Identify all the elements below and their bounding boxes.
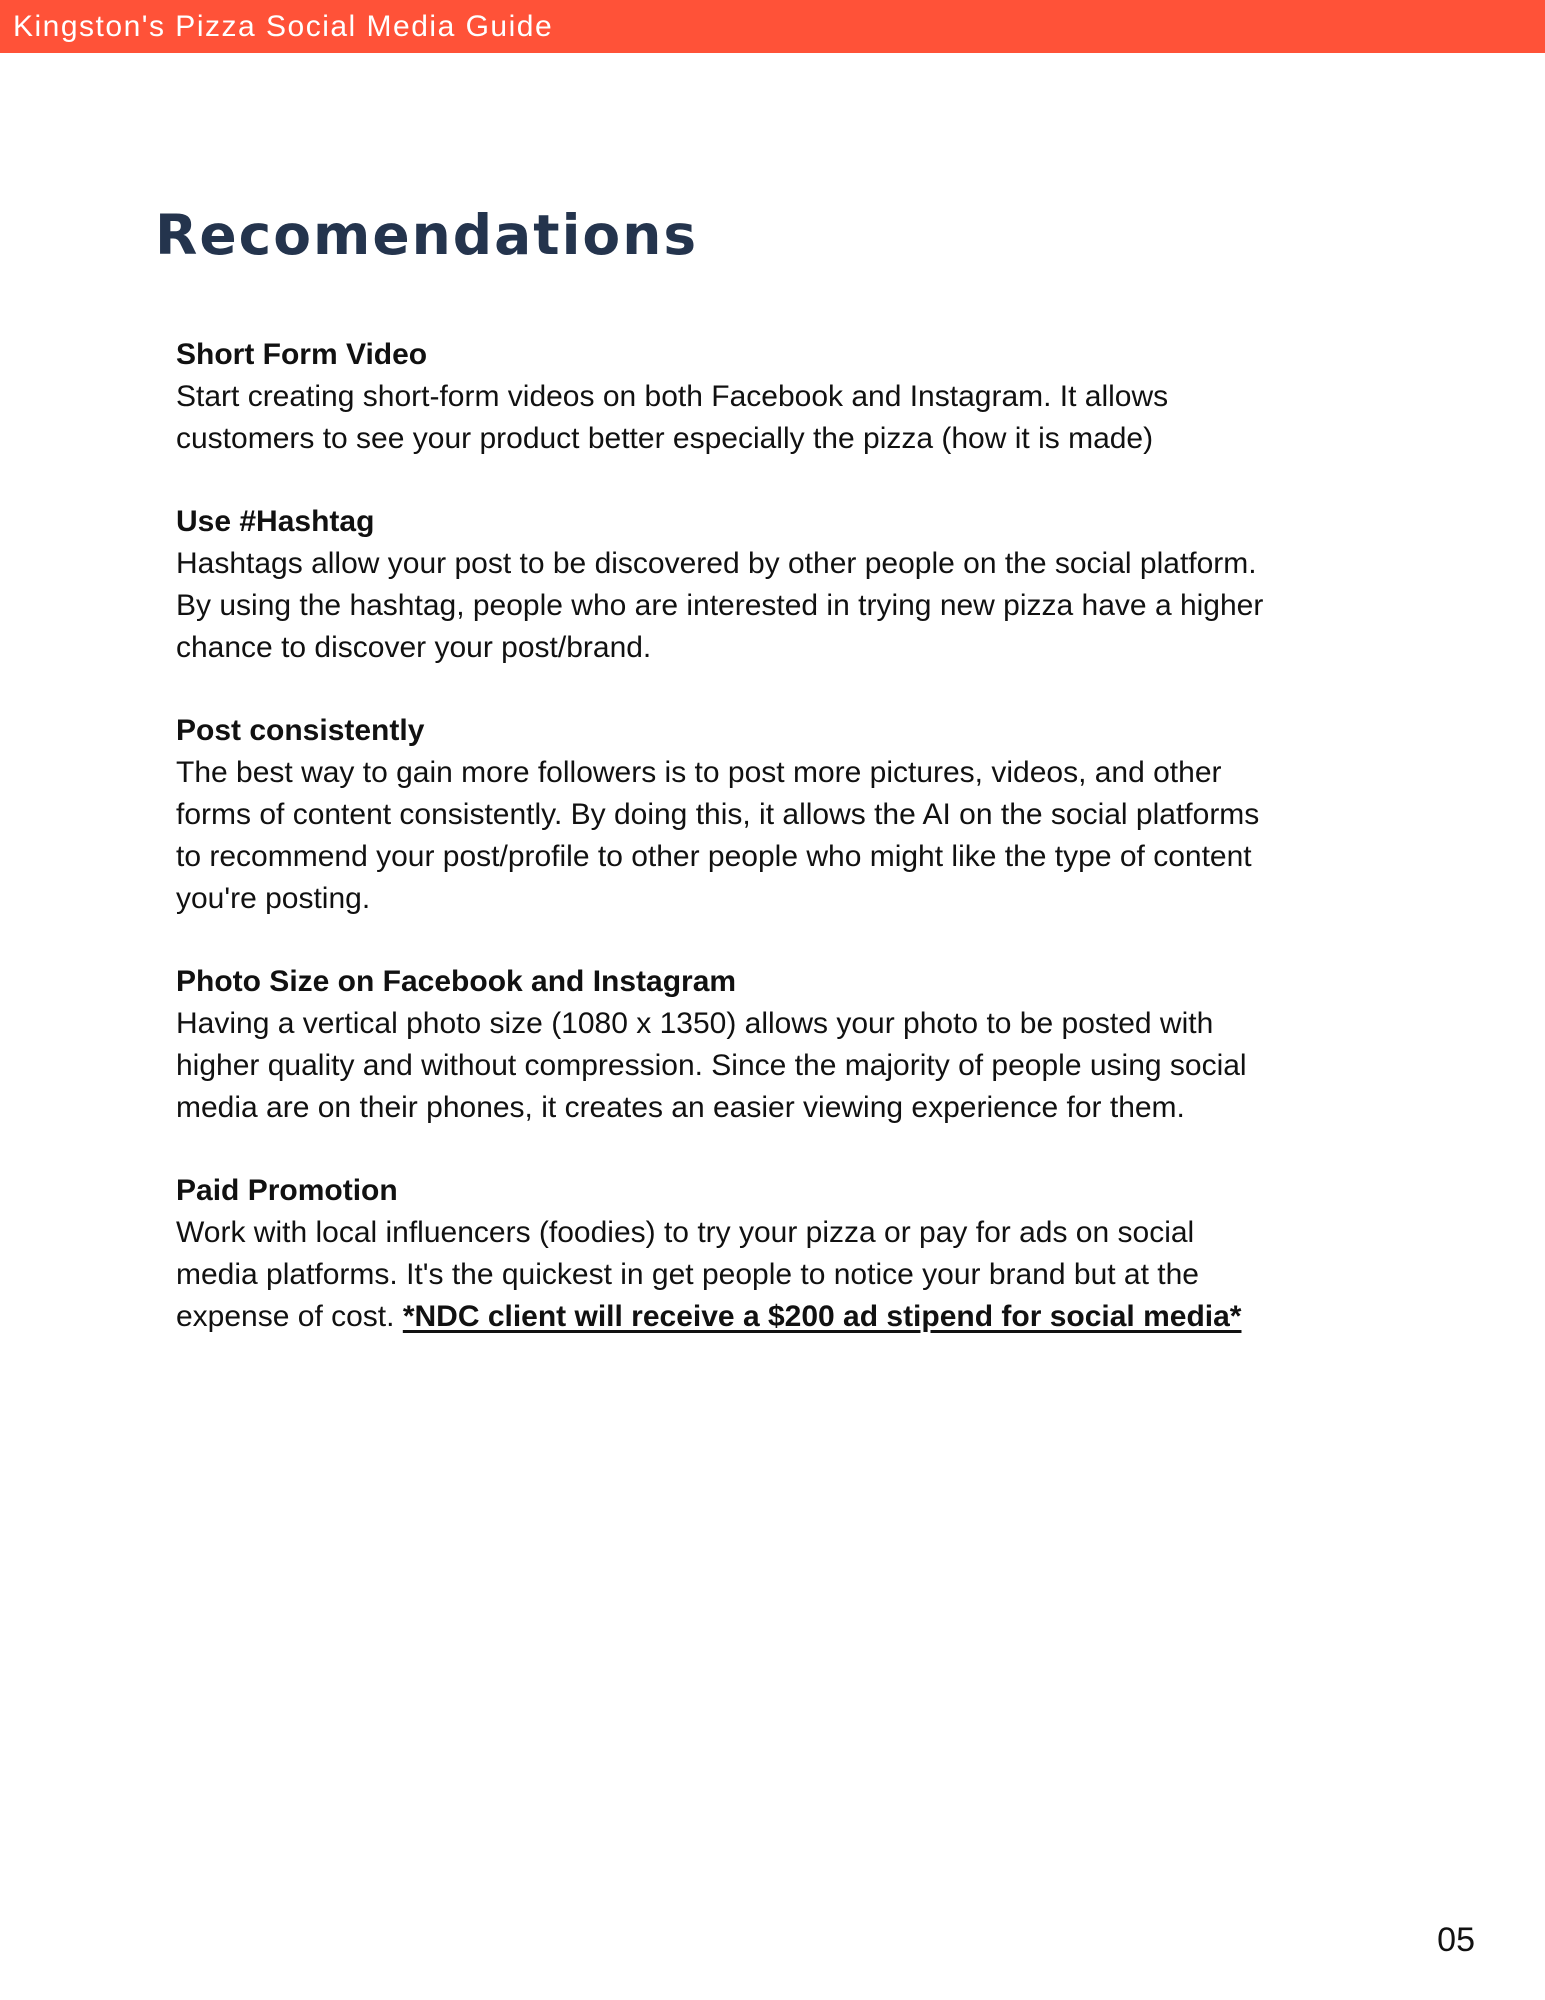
banner-title: Kingston's Pizza Social Media Guide xyxy=(13,10,554,43)
section-heading: Short Form Video xyxy=(176,338,428,371)
section-use-hashtag xyxy=(176,501,1296,669)
page-number: 05 xyxy=(1437,1921,1475,1959)
section-post-consistently xyxy=(176,710,1296,920)
section-heading: Paid Promotion xyxy=(176,1174,398,1207)
section-heading: Post consistently xyxy=(176,714,425,747)
page-title: Recomendations xyxy=(155,203,699,267)
section-heading: Photo Size on Facebook and Instagram xyxy=(176,965,737,998)
section-body: Having a vertical photo size (1080 x 1350) allows your photo to be posted with higher quality and without compression. Since the majority of people using social media are on their phones, it creates an easier viewing experience for them. xyxy=(176,1007,1247,1124)
section-heading: Use #Hashtag xyxy=(176,505,375,538)
section-body: Start creating short-form videos on both Facebook and Instagram. It allows customers to see your product better especially the pizza (how it is made) xyxy=(176,380,1169,455)
section-body-text: Work with local influencers (foodies) to try your pizza or pay for ads on social media platforms. It's the quickest in get people to notice your brand but at the expense of cost. xyxy=(176,1216,1199,1333)
recommendations-content xyxy=(176,334,1296,1379)
ad-stipend-highlight: *NDC client will receive a $200 ad stipend for social media* xyxy=(402,1300,1242,1333)
section-body: Hashtags allow your post to be discovered by other people on the social platform. By using the hashtag, people who are interested in trying new pizza have a higher chance to discover your post/brand. xyxy=(176,547,1264,664)
section-photo-size xyxy=(176,961,1296,1129)
section-body: The best way to gain more followers is to post more pictures, videos, and other forms of content consistently. By doing this, it allows the AI on the social platforms to recommend your post/profile to other people who might like the type of content you're posting. xyxy=(176,756,1260,915)
section-body xyxy=(176,1212,1266,1338)
top-banner xyxy=(0,0,1545,53)
section-paid-promotion xyxy=(176,1170,1296,1338)
section-short-form-video xyxy=(176,334,1296,460)
